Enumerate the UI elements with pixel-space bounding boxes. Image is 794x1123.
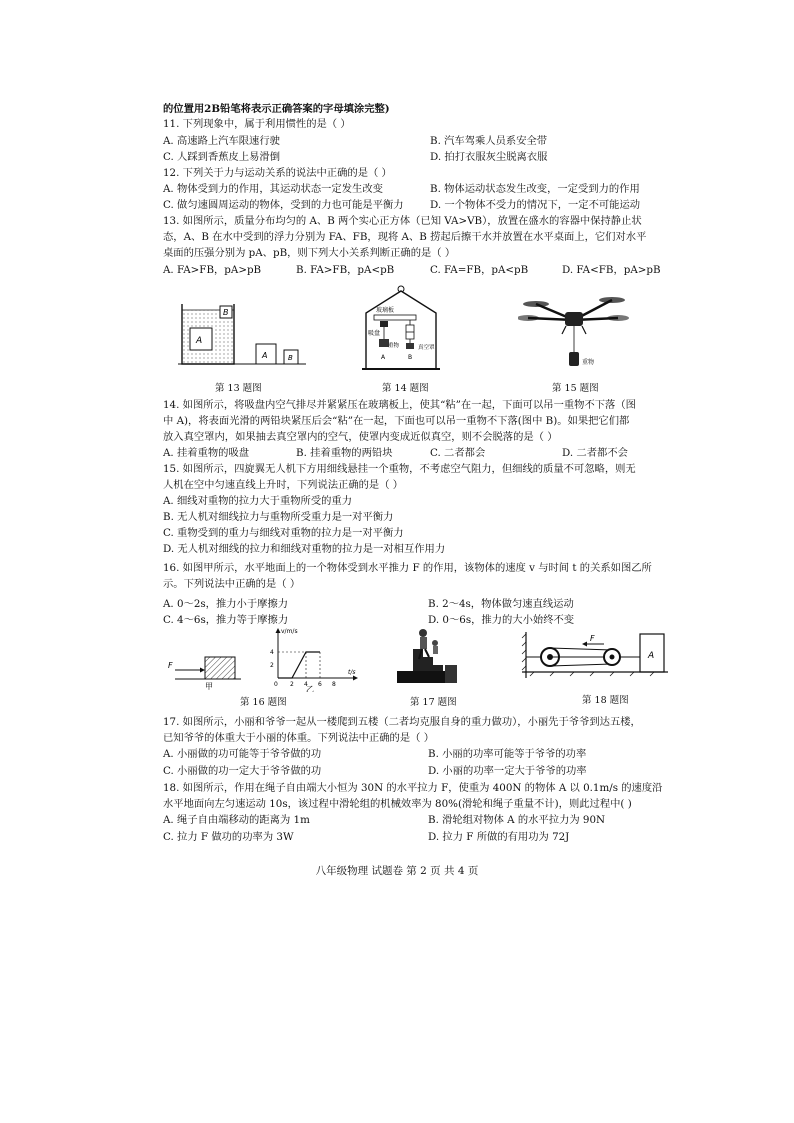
figure-17 (393, 625, 463, 687)
q18-option-d: D. 拉力 F 所做的有用功为 72J (428, 831, 570, 843)
q12-option-d: D. 一个物体不受力的情况下，一定不可能运动 (430, 199, 641, 211)
q13-line1: 13. 如图所示，质量分布均匀的 A、B 两个实心正方体（已知 VA>VB），放置在盛水的容器中保持静止状 (163, 215, 642, 227)
fig16-t-tick-6: 6 (318, 681, 322, 688)
fig14-a-label: A (381, 354, 386, 361)
fig14-glass-label: 玻璃板 (376, 307, 395, 314)
q18-option-a: A. 绳子自由端移动的距离为 1m (163, 814, 310, 826)
fig16-t-tick-4: 4 (304, 681, 308, 688)
figure-13-caption: 第 13 题图 (215, 383, 262, 394)
fig18-force-label: F (590, 634, 595, 643)
q11-option-b: B. 汽车驾乘人员系安全带 (430, 135, 548, 147)
q12-option-b: B. 物体运动状态发生改变，一定受到力的作用 (430, 183, 640, 195)
q12-option-c: C. 做匀速圆周运动的物体，受到的力也可能是平衡力 (163, 199, 404, 211)
figure-18-caption: 第 18 题图 (582, 695, 629, 706)
q14-line2: 中 A)，将表面光滑的两铅块紧压后会“粘”在一起，下面也可以吊一重物不下落(图中 B)。如果把它们都 (163, 415, 630, 427)
page-footer: 八年级物理 试题卷 第 2 页 共 4 页 (315, 865, 479, 877)
q14-option-b: B. 挂着重物的两铅块 (296, 447, 393, 459)
q15-option-d: D. 无人机对细线的拉力和细线对重物的拉力是一对相互作用力 (163, 543, 446, 555)
figure-13 (178, 300, 308, 372)
q13-option-c: C. FA=FB，pA<pB (430, 264, 529, 276)
q13-line3: 桌面的压强分别为 pA、pB，则下列大小关系判断正确的是（ ） (163, 247, 456, 259)
fig15-weight-label: 重物 (582, 359, 595, 366)
fig16-t-tick-8: 8 (332, 681, 336, 688)
q14-line1: 14. 如图所示，将吸盘内空气排尽并紧紧压在玻璃板上，使其“粘”在一起，下面可以吊一重物不下落（图 (163, 399, 636, 411)
q17-option-a: A. 小丽做的功可能等于爷爷做的功 (163, 748, 322, 760)
q15-option-a: A. 细线对重物的拉力大于重物所受的重力 (163, 495, 353, 507)
q12-option-a: A. 物体受到力的作用，其运动状态一定发生改变 (163, 183, 383, 195)
fig16-v-axis-label: v/m/s (281, 628, 298, 635)
q13-option-d: D. FA<FB，pA>pB (562, 264, 661, 276)
figure-15 (518, 290, 630, 376)
q16-option-a: A. 0～2s，推力小于摩擦力 (163, 598, 289, 610)
fig13-label-a: A (196, 336, 203, 346)
q13-option-a: A. FA>FB，pA>pB (163, 264, 262, 276)
q13-option-b: B. FA>FB，pA<pB (296, 264, 395, 276)
q18-option-b: B. 滑轮组对物体 A 的水平拉力为 90N (428, 814, 606, 826)
q14-option-a: A. 挂着重物的吸盘 (163, 447, 250, 459)
fig14-weight-label: 重物 (388, 343, 400, 349)
fig16-t-axis-label: t/s (348, 669, 356, 676)
q17-line1: 17. 如图所示，小丽和爷爷一起从一楼爬到五楼（二者均克服自身的重力做功），小丽先于爷爷到达五楼， (163, 716, 641, 728)
q11-stem: 11. 下列现象中，属于利用惯性的是（ ） (163, 118, 351, 130)
q15-option-c: C. 重物受到的重力与细线对重物的拉力是一对平衡力 (163, 527, 404, 539)
figure-15-caption: 第 15 题图 (552, 383, 599, 394)
fig16-yi-label: 乙 (306, 685, 314, 692)
q17-option-b: B. 小丽的功率可能等于爷爷的功率 (428, 748, 587, 760)
q17-option-c: C. 小丽做的功一定大于爷爷做的功 (163, 765, 322, 777)
q11-option-a: A. 高速路上汽车限速行驶 (163, 135, 280, 147)
fig16-t-tick-2: 2 (290, 681, 294, 688)
figure-16-jia (165, 645, 245, 691)
q15-option-b: B. 无人机对细线拉力与重物所受重力是一对平衡力 (163, 511, 394, 523)
fig13-block-a-label: A (262, 351, 268, 360)
q14-option-c: C. 二者都会 (430, 447, 486, 459)
q16-line2: 示。下列说法中正确的是（ ） (163, 578, 301, 590)
q12-stem: 12. 下列关于力与运动关系的说法中正确的是（ ） (163, 167, 392, 179)
q16-option-d: D. 0～6s，推力的大小始终不变 (428, 614, 575, 626)
fig14-sucker-label: 吸盘 (368, 330, 381, 337)
fig18-block-label: A (648, 651, 655, 661)
q17-option-d: D. 小丽的功率一定大于爷爷的功率 (428, 765, 587, 777)
q11-option-d: D. 拍打衣服灰尘脱离衣服 (430, 151, 548, 163)
figure-16-yi-chart (264, 624, 364, 692)
figure-17-caption: 第 17 题图 (410, 697, 457, 708)
figure-14 (360, 285, 442, 373)
fig16-v-tick-4: 4 (270, 649, 274, 656)
q18-option-c: C. 拉力 F 做功的功率为 3W (163, 831, 294, 843)
q18-line2: 水平地面向左匀速运动 10s，该过程中滑轮组的机械效率为 80%(滑轮和绳子重量不计)，则此过程中( ) (163, 798, 632, 810)
header-line: 的位置用2B铅笔将表示正确答案的字母填涂完整) (163, 103, 390, 115)
q17-line2: 已知爷爷的体重大于小丽的体重。下列说法中正确的是（ ） (163, 732, 434, 744)
q11-option-c: C. 人踩到香蕉皮上易滑倒 (163, 151, 281, 163)
q14-line3: 放入真空罩内，如果抽去真空罩内的空气，使罩内变成近似真空，则不会脱落的是（ ） (163, 431, 558, 443)
q16-line1: 16. 如图甲所示，水平地面上的一个物体受到水平推力 F 的作用，该物体的速度 v 与时间 t 的关系如图乙所 (163, 562, 652, 574)
q15-line2: 人机在空中匀速直线上升时，下列说法正确的是（ ） (163, 479, 404, 491)
figure-16-caption: 第 16 题图 (240, 697, 287, 708)
fig14-vacuum-label: 真空罩 (418, 345, 435, 351)
figure-14-caption: 第 14 题图 (382, 383, 429, 394)
q14-option-d: D. 二者都不会 (562, 447, 628, 459)
q18-line1: 18. 如图所示，作用在绳子自由端大小恒为 30N 的水平拉力 F，使重为 400N 的物体 A 以 0.1m/s 的速度沿 (163, 782, 663, 794)
figure-18 (520, 630, 670, 686)
fig16-v-tick-2: 2 (270, 662, 274, 669)
fig14-b-label: B (408, 354, 413, 361)
q13-line2: 态，A、B 在水中受到的浮力分别为 FA、FB，现将 A、B 捞起后擦干水并放置在水平桌面上，它们对水平 (163, 231, 647, 243)
q15-line1: 15. 如图所示，四旋翼无人机下方用细线悬挂一个重物，不考虑空气阻力，但细线的质量不可忽略，则无 (163, 463, 636, 475)
fig16-jia-label: 甲 (205, 682, 213, 691)
q16-option-c: C. 4～6s，推力等于摩擦力 (163, 614, 289, 626)
fig13-label-b: B (223, 308, 229, 317)
q16-option-b: B. 2～4s，物体做匀速直线运动 (428, 598, 574, 610)
fig16-force-label: F (168, 661, 173, 670)
fig16-t-tick-0: 0 (274, 681, 278, 688)
fig13-block-b-label: B (288, 354, 293, 362)
